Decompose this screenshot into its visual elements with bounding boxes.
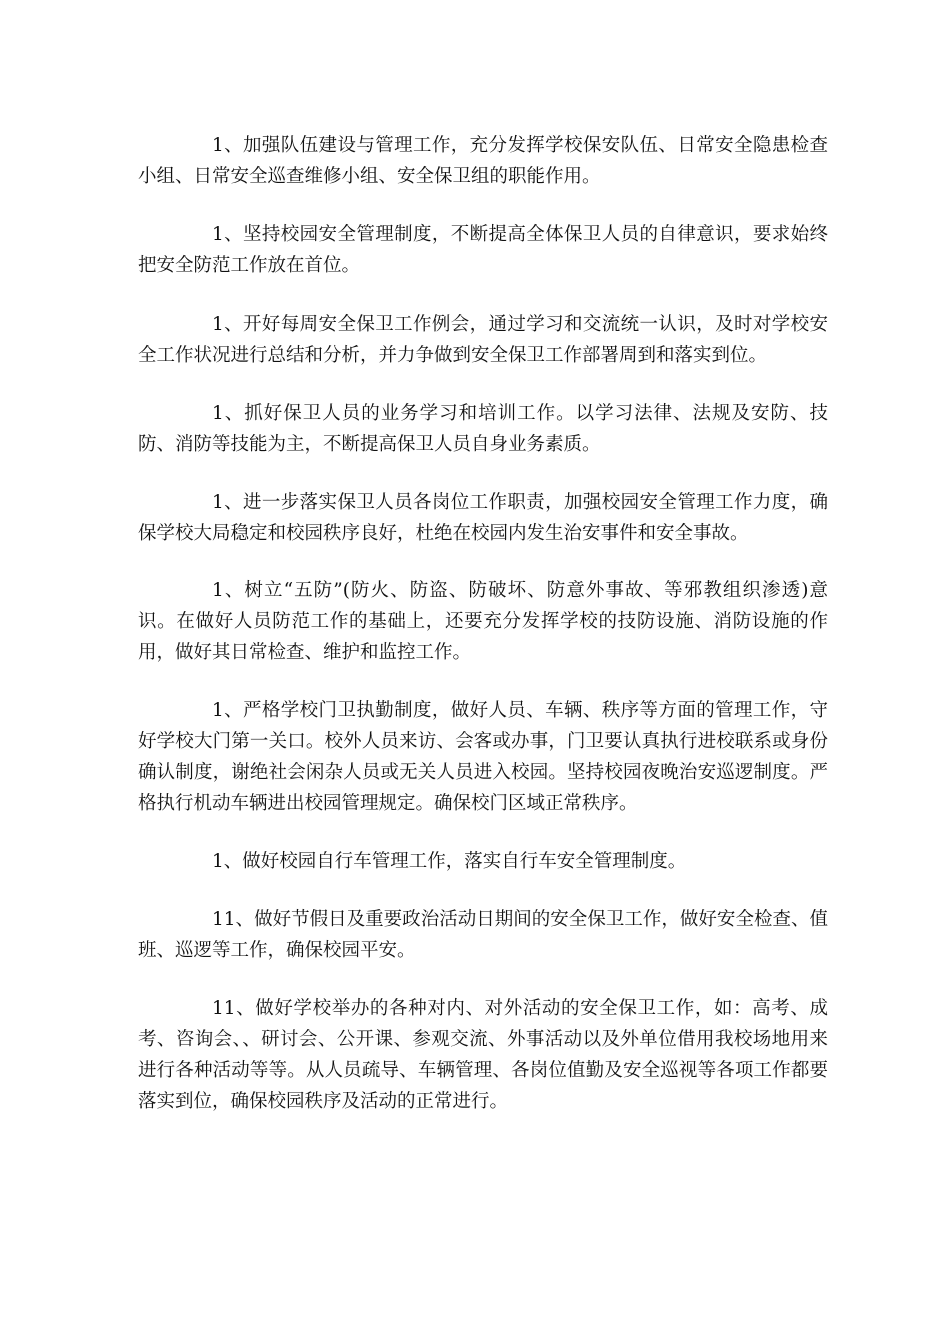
- paragraph-7: 1、严格学校门卫执勤制度，做好人员、车辆、秩序等方面的管理工作，守好学校大门第一关口。校外人员来访、会客或办事，门卫要认真执行进校联系或身份确认制度，谢绝社会闲杂人员或无关人员进入校园。坚持校园夜晚治安巡逻制度。严格执行机动车辆进出校园管理规定。确保校门区域正常秩序。: [138, 700, 828, 814]
- paragraph-9: 11、做好节假日及重要政治活动日期间的安全保卫工作，做好安全检查、值班、巡逻等工作，确保校园平安。: [138, 909, 828, 961]
- paragraph-5: 1、进一步落实保卫人员各岗位工作职责，加强校园安全管理工作力度，确保学校大局稳定和校园秩序良好，杜绝在校园内发生治安事件和安全事故。: [138, 492, 828, 544]
- paragraph-6: 1、树立“五防”(防火、防盗、防破坏、防意外事故、等邪教组织渗透)意识。在做好人员防范工作的基础上，还要充分发挥学校的技防设施、消防设施的作用，做好其日常检查、维护和监控工作。: [138, 580, 828, 663]
- paragraph-3: 1、开好每周安全保卫工作例会，通过学习和交流统一认识，及时对学校安全工作状况进行总结和分析，并力争做到安全保卫工作部署周到和落实到位。: [138, 314, 828, 366]
- document-body: [138, 130, 828, 1142]
- paragraph-10: 11、做好学校举办的各种对内、对外活动的安全保卫工作，如：高考、成考、咨询会、、研讨会、公开课、参观交流、外事活动以及外单位借用我校场地用来进行各种活动等等。从人员疏导、车辆管理、各岗位值勤及安全巡视等各项工作都要落实到位，确保校园秩序及活动的正常进行。: [138, 998, 828, 1112]
- paragraph-1: 1、加强队伍建设与管理工作，充分发挥学校保安队伍、日常安全隐患检查小组、日常安全巡查维修小组、安全保卫组的职能作用。: [138, 135, 828, 187]
- paragraph-4: 1、抓好保卫人员的业务学习和培训工作。以学习法律、法规及安防、技防、消防等技能为主，不断提高保卫人员自身业务素质。: [138, 403, 828, 455]
- paragraph-2: 1、坚持校园安全管理制度，不断提高全体保卫人员的自律意识，要求始终把安全防范工作放在首位。: [138, 224, 828, 276]
- paragraph-8: 1、做好校园自行车管理工作，落实自行车安全管理制度。: [212, 851, 687, 872]
